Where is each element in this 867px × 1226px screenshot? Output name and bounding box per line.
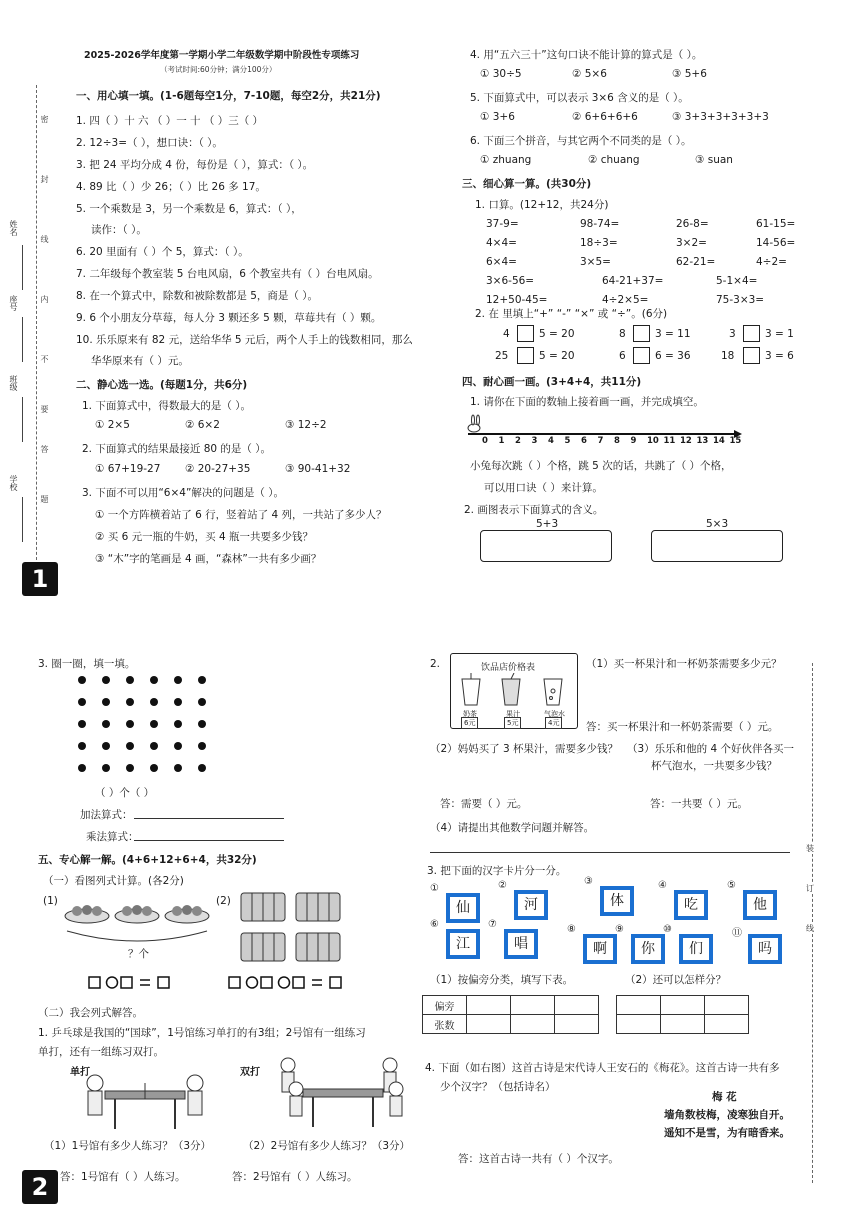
oral-calc-item[interactable]: 64-21+37=: [602, 275, 664, 287]
poem-question-a: 4. 下面（如右图）这首古诗是宋代诗人王安石的《梅花》。这首古诗一共有多: [425, 1062, 780, 1074]
grid-dot: [174, 720, 182, 728]
shop-a3[interactable]: 答：一共要（ ）元。: [650, 798, 748, 810]
choice-1-opt-a[interactable]: ① 2×5: [95, 419, 130, 431]
hanzi-card-char: 吗: [752, 938, 778, 960]
number-line-tick-label: 6: [581, 436, 587, 446]
plate-icon: [65, 905, 109, 923]
card-number: ②: [498, 880, 507, 891]
cut-char: 装: [806, 844, 814, 853]
rabbit-icon: [468, 415, 480, 432]
choice-6-opt-b[interactable]: ② chuang: [588, 154, 640, 166]
hanzi-card[interactable]: [748, 934, 782, 964]
table-cell[interactable]: [555, 1015, 599, 1034]
table-cell[interactable]: [617, 1015, 661, 1034]
milk-tea-icon: [462, 673, 480, 705]
card-number: ⑦: [488, 919, 497, 930]
card-number: ③: [584, 876, 593, 887]
doubles-label: 双打: [240, 1067, 260, 1078]
picture-1-question: ？个: [128, 948, 149, 960]
drawing-box-2[interactable]: [651, 530, 783, 562]
card-number: ⑪: [732, 928, 742, 939]
poem-question-b: 少个汉字？（包括诗名）: [440, 1081, 556, 1093]
question-4[interactable]: 4. 89 比（ ）少 26；（ ）比 26 多 17。: [76, 181, 266, 193]
cup-group-icon: [241, 933, 285, 961]
oral-calc-item[interactable]: 26-8=: [676, 218, 709, 230]
grid-dot: [78, 742, 86, 750]
card-number: ⑤: [727, 880, 736, 891]
table-cell[interactable]: [511, 1015, 555, 1034]
hanzi-card-char: 江: [450, 933, 476, 955]
divider: [430, 852, 790, 853]
card-number: ①: [430, 883, 439, 894]
cup-group-icon: [296, 933, 340, 961]
choice-3[interactable]: 3. 下面不可以用“6×4”解决的问题是（ ）。: [82, 487, 284, 499]
number-line-tick-label: 2: [515, 436, 521, 446]
oral-calc-item[interactable]: 3×5=: [580, 256, 611, 268]
hanzi-card-char: 啊: [587, 938, 613, 960]
cut-char: 订: [806, 884, 814, 893]
grid-dot: [78, 698, 86, 706]
exam-page-2: [0, 613, 867, 1226]
poem-answer[interactable]: 答：这首古诗一共有（ ）个汉字。: [458, 1153, 619, 1165]
grid-dot: [174, 698, 182, 706]
name-field-line[interactable]: [22, 245, 23, 290]
shop-question-number: 2.: [430, 658, 441, 670]
section-2-title: 二、静心选一选。(每题1分，共6分): [76, 379, 248, 391]
drawing-box-1[interactable]: [480, 530, 612, 562]
oral-calc-item[interactable]: 62-21=: [676, 256, 716, 268]
section-5-title: 五、专心解一解。(4+6+12+6+4，共32分): [38, 854, 257, 866]
addition-expression-line[interactable]: [134, 807, 284, 819]
choice-2-opt-c[interactable]: ③ 90-41+32: [285, 463, 351, 475]
table-cell[interactable]: [467, 1015, 511, 1034]
circle-q-title: 3. 圈一圈，填一填。: [38, 658, 136, 670]
hanzi-card-char: 体: [604, 890, 630, 912]
grid-dot: [150, 764, 158, 772]
fill-right-part: 3 = 6: [765, 350, 794, 362]
choice-2-opt-b[interactable]: ② 20-27+35: [185, 463, 251, 475]
choice-4[interactable]: 4. 用“五六三十”这句口诀不能计算的算式是（ ）。: [470, 49, 703, 61]
oral-calc-item[interactable]: 37-9=: [486, 218, 519, 230]
grid-dot: [150, 742, 158, 750]
hanzi-card[interactable]: [674, 890, 708, 920]
operator-box[interactable]: [743, 347, 760, 364]
picture-2-label: (2): [216, 895, 231, 907]
fill-left-operand: 4: [503, 328, 510, 340]
grid-dot: [102, 742, 110, 750]
cup-groups-image: [236, 888, 348, 970]
oral-calc-item[interactable]: 4×4=: [486, 237, 517, 249]
doubles-ping-pong-image: [268, 1053, 408, 1131]
choice-4-opt-b[interactable]: ② 5×6: [572, 68, 607, 80]
answer-template-2[interactable]: [228, 975, 348, 991]
grid-dot: [78, 720, 86, 728]
cut-char: 不: [40, 355, 49, 363]
grid-dot: [102, 764, 110, 772]
number-line-tick-label: 15: [729, 436, 742, 446]
table-row-label: 偏旁: [423, 996, 467, 1015]
operator-box[interactable]: [633, 347, 650, 364]
table-cell[interactable]: [661, 1015, 705, 1034]
oral-calc-item[interactable]: 3×2=: [676, 237, 707, 249]
card-number: ⑥: [430, 919, 439, 930]
radical-table[interactable]: [422, 995, 599, 1034]
price-board-title: 饮品店价格表: [481, 663, 536, 673]
card-number: ⑧: [567, 924, 576, 935]
choice-5-opt-b[interactable]: ② 6+6+6+6: [572, 111, 638, 123]
grid-dot: [198, 742, 206, 750]
choice-2-opt-a[interactable]: ① 67+19-27: [95, 463, 161, 475]
choice-1[interactable]: 1. 下面算式中，得数最大的是（ ）。: [82, 400, 251, 412]
singles-ping-pong-image: [70, 1061, 210, 1131]
question-2[interactable]: 2. 12÷3=（ ），想口诀：（ ）。: [76, 137, 223, 149]
page-number-badge: 1: [22, 562, 58, 596]
shop-a2[interactable]: 答：需要（ ）元。: [440, 798, 528, 810]
cards-title: 3. 把下面的汉字卡片分一分。: [427, 865, 567, 877]
question-5-read[interactable]: 读作：（ ）。: [91, 224, 147, 236]
drink-name-3: 气泡水: [544, 710, 565, 718]
grid-dot: [102, 698, 110, 706]
multiplication-expression-label: 乘法算式：: [86, 831, 139, 843]
table-cell[interactable]: [661, 996, 705, 1015]
sub-section-1-title: （一）看图列式计算。(各2分): [43, 875, 184, 887]
table-row-label: 张数: [423, 1015, 467, 1034]
hanzi-card[interactable]: [583, 934, 617, 964]
singles-label: 单打: [70, 1067, 90, 1078]
number-line-tick-label: 7: [597, 436, 604, 446]
ping-pong-answer-1[interactable]: 答：1号馆有（ ）人练习。: [60, 1171, 186, 1183]
page-number-badge: 2: [22, 1170, 58, 1204]
cut-char: 内: [40, 295, 49, 303]
hanzi-card[interactable]: [679, 934, 713, 964]
fill-right-part: 5 = 20: [539, 328, 575, 340]
number-line-tick-label: 12: [680, 436, 692, 446]
school-label: 学校: [9, 475, 18, 491]
number-line-tick-label: 11: [663, 436, 676, 446]
fill-right-part: 3 = 11: [655, 328, 691, 340]
oral-calc-item[interactable]: 61-15=: [756, 218, 796, 230]
number-line-tick-label: 9: [630, 436, 637, 446]
choice-6[interactable]: 6. 下面三个拼音，与其它两个不同类的是（ ）。: [470, 135, 692, 147]
cup-group-icon: [296, 893, 340, 921]
hanzi-card[interactable]: [600, 886, 634, 916]
grid-dot: [150, 676, 158, 684]
card-number: ⑩: [663, 924, 672, 935]
cut-char: 线: [40, 235, 49, 243]
question-7[interactable]: 7. 二年级每个教室装 5 台电风扇，6 个教室共有（ ）台电风扇。: [76, 268, 379, 280]
shop-q2: （2）妈妈买了 3 杯果汁，需要多少钱？: [430, 743, 619, 755]
hanzi-card[interactable]: [446, 893, 480, 923]
choice-4-opt-c[interactable]: ③ 5+6: [672, 68, 707, 80]
addition-expression-label: 加法算式：: [80, 809, 133, 821]
grid-dot: [150, 698, 158, 706]
sub-section-2-title: （二）我会列式解答。: [38, 1007, 143, 1019]
oral-calc-item[interactable]: 5-1×4=: [716, 275, 758, 287]
oral-calc-item[interactable]: 4÷2=: [756, 256, 787, 268]
cut-char: 线: [806, 924, 814, 933]
juice-icon: [502, 673, 520, 705]
exam-subtitle: （考试时间:60分钟；满分100分）: [160, 65, 277, 74]
operator-box[interactable]: [517, 325, 534, 342]
choice-5[interactable]: 5. 下面算式中，可以表示 3×6 含义的是（ ）。: [470, 92, 689, 104]
ping-pong-answer-2[interactable]: 答：2号馆有（ ）人练习。: [232, 1171, 358, 1183]
table-cell[interactable]: [617, 996, 661, 1015]
shop-q4: （4）请提出其他数学问题并解答。: [430, 822, 595, 834]
choice-6-opt-c[interactable]: ③ suan: [695, 154, 733, 166]
choice-1-opt-c[interactable]: ③ 12÷2: [285, 419, 327, 431]
choice-3-opt-c[interactable]: ③ “木”字的笔画是 4 画，“森林”一共有多少画？: [95, 553, 322, 565]
name-label: 姓名: [9, 220, 18, 236]
question-1[interactable]: 1. 四（ ）十 六 （ ）一 十 （ ）三（ ）: [76, 115, 264, 127]
cup-group-icon: [241, 893, 285, 921]
choice-4-opt-a[interactable]: ① 30÷5: [480, 68, 522, 80]
number-line-tick-label: 14: [713, 436, 725, 446]
question-10[interactable]: 10. 乐乐原来有 82 元，送给华华 5 元后，两个人手上的钱数相同，那么: [76, 334, 413, 346]
choice-5-opt-c[interactable]: ③ 3+3+3+3+3+3: [672, 111, 769, 123]
plate-icon: [115, 905, 159, 923]
multiplication-expression-line[interactable]: [134, 829, 284, 841]
shop-q3a: （3）乐乐和他的 4 个好伙伴各买一: [627, 743, 795, 755]
hanzi-card[interactable]: [504, 929, 538, 959]
number-line-tick-label: 8: [614, 436, 620, 446]
fill-left-operand: 18: [721, 350, 735, 362]
fill-left-operand: 25: [495, 350, 509, 362]
drink-name-2: 果汁: [506, 710, 520, 718]
section-4-title: 四、耐心画一画。(3+4+4，共11分): [462, 376, 642, 388]
shop-q3b: 杯气泡水，一共要多少钱？: [651, 760, 777, 772]
oral-calc-item[interactable]: 18÷3=: [580, 237, 618, 249]
poem-title: 梅 花: [712, 1091, 737, 1103]
fill-right-part: 6 = 36: [655, 350, 691, 362]
choice-5-opt-a[interactable]: ① 3+6: [480, 111, 515, 123]
hanzi-card-char: 们: [683, 938, 709, 960]
grid-dot: [78, 764, 86, 772]
question-10-b[interactable]: 华华原来有（ ）元。: [91, 355, 189, 367]
cut-char: 答: [40, 445, 49, 453]
hanzi-card-char: 吃: [678, 894, 704, 916]
cut-char: 题: [40, 495, 49, 503]
hanzi-card[interactable]: [446, 929, 480, 959]
grid-dot: [78, 676, 86, 684]
draw-q2: 2. 画图表示下面算式的含义。: [464, 504, 604, 516]
hanzi-card[interactable]: [743, 890, 777, 920]
picture-1-label: (1): [43, 895, 58, 907]
number-line-tick-label: 1: [498, 436, 505, 446]
grid-dot: [198, 698, 206, 706]
oral-calc-item[interactable]: 98-74=: [580, 218, 620, 230]
choice-6-opt-a[interactable]: ① zhuang: [480, 154, 532, 166]
plate-icon: [165, 905, 209, 923]
operator-box[interactable]: [633, 325, 650, 342]
school-field-line[interactable]: [22, 497, 23, 542]
choice-2[interactable]: 2. 下面算式的结果最接近 80 的是（ ）。: [82, 443, 271, 455]
ping-pong-q2: （2）2号馆有多少人练习？（3分）: [243, 1140, 411, 1152]
hanzi-card[interactable]: [631, 934, 665, 964]
fill-right-part: 5 = 20: [539, 350, 575, 362]
table-cell[interactable]: [555, 996, 599, 1015]
grid-dot: [174, 676, 182, 684]
shop-q1: （1）买一杯果汁和一杯奶茶需要多少元？: [586, 658, 782, 670]
grid-dot: [174, 742, 182, 750]
seat-field-line[interactable]: [22, 317, 23, 362]
ping-pong-text-b: 单打，还有一组练习双打。: [38, 1046, 164, 1058]
cut-line: [36, 85, 37, 575]
number-line-tick-label: 3: [531, 436, 538, 446]
soda-icon: [544, 679, 562, 705]
fill-right-part: 3 = 1: [765, 328, 794, 340]
choice-3-opt-b[interactable]: ② 买 6 元一瓶的牛奶，买 4 瓶一共要多少钱？: [95, 531, 313, 543]
hanzi-card-char: 你: [635, 938, 661, 960]
exam-title: 2025-2026学年度第一学期小学二年级数学期中阶段性专项练习: [84, 50, 360, 61]
oral-calc-item[interactable]: 14-56=: [756, 237, 796, 249]
choice-3-opt-a[interactable]: ① 一个方阵横着站了 6 行，竖着站了 4 列，一共站了多少人？: [95, 509, 387, 521]
drink-name-1: 奶茶: [463, 710, 477, 718]
grid-dot: [102, 720, 110, 728]
draw-expr-2: 5×3: [706, 518, 729, 530]
fill-left-operand: 8: [619, 328, 626, 340]
grid-dot: [198, 764, 206, 772]
question-3[interactable]: 3. 把 24 平均分成 4 份，每份是（ ），算式：（ ）。: [76, 159, 314, 171]
number-line-tick-label: 13: [696, 436, 709, 446]
drinks-image: [456, 673, 572, 709]
question-8[interactable]: 8. 在一个算式中，除数和被除数都是 5，商是（ ）。: [76, 290, 318, 302]
grid-dot: [126, 676, 134, 684]
table-cell[interactable]: [467, 996, 511, 1015]
class-label: 班级: [9, 375, 18, 391]
binding-strip: [0, 85, 60, 585]
oral-calc-item[interactable]: 3×6-56=: [486, 275, 535, 287]
question-5[interactable]: 5. 一个乘数是 3，另一个乘数是 6，算式：（ ），: [76, 203, 302, 215]
draw-q1-fill-a[interactable]: 小兔每次跳（ ）个格，跳 5 次的话，共跳了（ ）个格，: [470, 460, 732, 472]
section-1-title: 一、用心填一填。(1-6题每空1分，7-10题，每空2分，共21分): [76, 90, 381, 102]
grid-dot: [126, 764, 134, 772]
fill-left-operand: 6: [619, 350, 626, 362]
class-field-line[interactable]: [22, 397, 23, 442]
grid-dot: [126, 698, 134, 706]
section-3-title: 三、细心算一算。(共30分): [462, 178, 592, 190]
question-6[interactable]: 6. 20 里面有（ ）个 5，算式：（ ）。: [76, 246, 249, 258]
grid-dot: [198, 676, 206, 684]
grid-dot: [126, 720, 134, 728]
grid-dot: [126, 742, 134, 750]
grid-dot: [150, 720, 158, 728]
ping-pong-text-a: 1. 乒乓球是我国的“国球”，1号馆练习单打的有3组；2号馆有一组练习: [38, 1027, 366, 1039]
choice-1-opt-b[interactable]: ② 6×2: [185, 419, 220, 431]
grid-dot: [102, 676, 110, 684]
number-line-tick-label: 5: [564, 436, 571, 446]
oral-calc-item[interactable]: 4÷2×5=: [602, 294, 649, 306]
drink-price-2: 5元: [504, 717, 521, 729]
hanzi-card-char: 唱: [508, 933, 534, 955]
table-cell[interactable]: [511, 996, 555, 1015]
oral-calc-item[interactable]: 6×4=: [486, 256, 517, 268]
poem-line-1: 墙角数枝梅，凌寒独自开。: [664, 1109, 790, 1121]
draw-q1-fill-b[interactable]: 可以用口诀（ ）来计算。: [484, 482, 603, 494]
seat-label: 座号: [9, 295, 18, 311]
cut-char: 密: [40, 115, 49, 123]
fill-left-operand: 3: [729, 328, 736, 340]
question-9[interactable]: 9. 6 个小朋友分草莓，每人分 3 颗还多 5 颗，草莓共有（ ）颗。: [76, 312, 382, 324]
hanzi-card-char: 河: [518, 894, 544, 916]
hanzi-card-char: 他: [747, 894, 773, 916]
answer-template-1[interactable]: [88, 975, 178, 991]
grid-dot: [174, 764, 182, 772]
hanzi-card-char: 仙: [450, 897, 476, 919]
operator-box[interactable]: [517, 347, 534, 364]
dots-caption[interactable]: （ ）个（ ）: [95, 787, 155, 799]
other-classification-table[interactable]: [616, 995, 749, 1034]
fill-operator-title: 2. 在 里填上“+” “-” “×” 或 “÷”。(6分): [475, 308, 668, 320]
number-line-tick-label: 10: [647, 436, 659, 446]
table-cell[interactable]: [705, 1015, 749, 1034]
operator-box[interactable]: [743, 325, 760, 342]
draw-q1: 1. 请你在下面的数轴上接着画一画，并完成填空。: [470, 396, 704, 408]
ping-pong-q1: （1）1号馆有多少人练习？（3分）: [44, 1140, 212, 1152]
cut-char: 要: [40, 405, 49, 413]
draw-expr-1: 5+3: [536, 518, 559, 530]
oral-calc-item[interactable]: 75-3×3=: [716, 294, 765, 306]
card-number: ④: [658, 880, 667, 891]
table-cell[interactable]: [705, 996, 749, 1015]
grid-dot: [198, 720, 206, 728]
poem-line-2: 遥知不是雪，为有暗香来。: [664, 1127, 790, 1139]
hanzi-card[interactable]: [514, 890, 548, 920]
cards-q2: （2）还可以怎样分？: [625, 974, 727, 986]
cut-char: 封: [40, 175, 49, 183]
shop-a1[interactable]: 答：买一杯果汁和一杯奶茶需要（ ）元。: [586, 721, 779, 733]
drink-price-3: 4元: [545, 717, 562, 729]
card-number: ⑨: [615, 924, 624, 935]
cards-q1: （1）按偏旁分类，填写下表。: [430, 974, 574, 986]
drink-price-1: 6元: [461, 717, 478, 729]
oral-calc-title: 1. 口算。(12+12，共24分): [475, 199, 609, 211]
oral-calc-item[interactable]: 12+50-45=: [486, 294, 548, 306]
number-line-tick-label: 0: [482, 436, 488, 446]
number-line-tick-label: 4: [548, 436, 554, 446]
